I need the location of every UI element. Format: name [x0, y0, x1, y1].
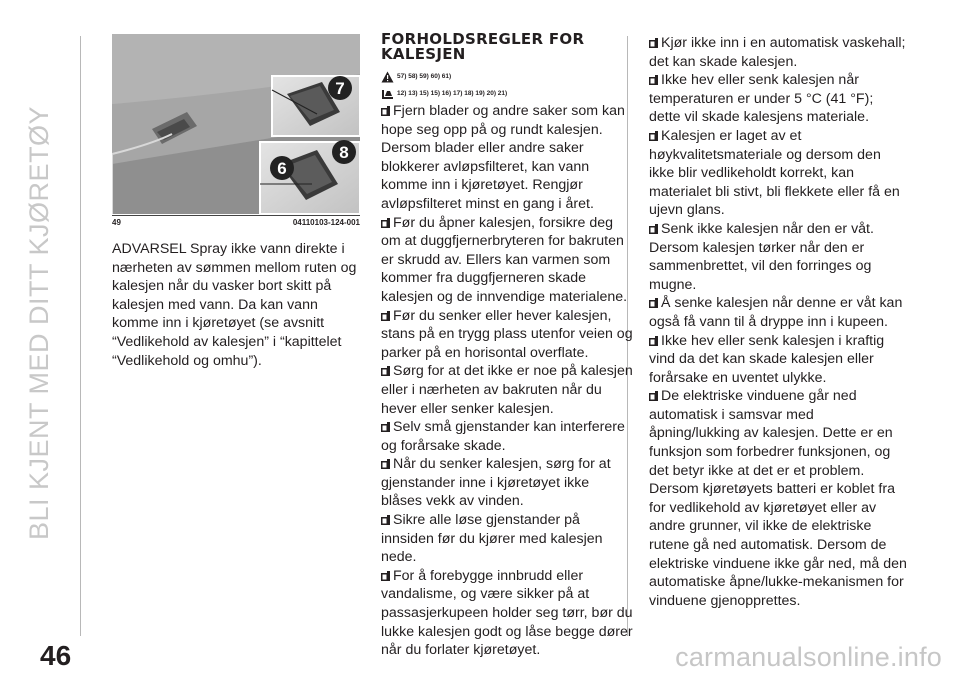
bullet-marker-icon: [381, 422, 390, 432]
bullet-marker-icon: [381, 218, 390, 228]
bullet-paragraph: Når du senker kalesjen, sørg for at gjenstander inne i kjøretøyet ikke blåses vekk av vinden.: [381, 456, 611, 510]
roof-latch-illustration: [112, 34, 360, 214]
bullet-paragraph: Sørg for at det ikke er noe på kalesjen eller i nærheten av bakruten når du hever eller senker kalesjen.: [381, 363, 633, 417]
bullet-marker-icon: [649, 131, 658, 141]
bullet-paragraph: Før du åpner kalesjen, forsikre deg om at duggfjernerbryteren for bakruten er skrudd av. Ellers kan varmen som kommer fra duggfjerneren skade kalesjen og de innvendige materialene.: [381, 214, 628, 305]
section-heading: FORHOLDSREGLER FOR KALESJEN: [381, 30, 585, 63]
figure-code: 04110103-124-001: [292, 218, 360, 227]
bullet-marker-icon: [381, 366, 390, 376]
chapter-side-title: BLI KJENT MED DITT KJØRETØY: [24, 105, 54, 540]
figure-roof-latches: [112, 34, 360, 214]
bullet-paragraph: Før du senker eller hever kalesjen, stans på en trygg plass utenfor veien og parker på en horisontal overflate.: [381, 307, 633, 361]
bullet-paragraph: Fjern blader og andre saker som kan hope seg opp på og rundt kalesjen. Dersom blader eller andre saker blokkerer avløpsfilteret, kan vann komme inn i kjøretøyet. Rengjør avløpsfilteret minst en gang i året.: [381, 103, 625, 212]
figure-number: 49: [112, 218, 121, 227]
bullet-marker-icon: [381, 571, 390, 581]
callout-6: 6: [277, 159, 287, 178]
callout-7: 7: [335, 79, 345, 98]
bullet-marker-icon: [381, 106, 390, 116]
figure-caption-rule: [112, 215, 360, 216]
bullet-marker-icon: [381, 459, 390, 469]
bullet-paragraph: For å forebygge innbrudd eller vandalisme, og være sikker på at passasjerkupeen holder seg tørr, bør du lukke kalesjen godt og låse begge dører når du forlater kjøretøyet.: [381, 567, 633, 659]
bullet-marker-icon: [381, 311, 390, 321]
bullet-paragraph: Selv små gjenstander kan interferere og forårsake skade.: [381, 419, 625, 454]
bullet-marker-icon: [381, 515, 390, 525]
bullet-paragraph: Senk ikke kalesjen når den er våt. Dersom kalesjen tørker når den er sammenbrettet, vil den forringes og mugne.: [649, 220, 874, 293]
caution-refs: 12) 13) 15) 15) 16) 17) 18) 19) 20) 21): [381, 85, 633, 102]
figure-caption: [112, 218, 360, 227]
bullet-marker-icon: [649, 298, 658, 308]
bullet-marker-icon: [649, 336, 658, 346]
warning-refs: 57) 58) 59) 60) 61): [381, 68, 633, 85]
callout-8: 8: [339, 143, 349, 162]
page-number: 46: [40, 640, 72, 671]
right-column: [649, 34, 907, 610]
bullet-paragraph: De elektriske vinduene går ned automatisk i samsvar med åpning/lukking av kalesjen. Dette er en funksjon som forbedrer funksjonen, og det betyr ikke at det er et problem. Dersom kjøretøyets batteri er koblet fra for vedlikehold av kjøretøyet eller av andre grunner, vil ikke de elektriske rutene gå ned automatisk. Dersom de elektriske vinduene ikke går ned, må den automatiske åpne/lukke-mekanismen for vinduene gjenopprettes.: [649, 388, 907, 609]
bullet-paragraph: Ikke hev eller senk kalesjen i kraftig vind da det kan skade kalesjen eller forårsake en uventet ulykke.: [649, 332, 885, 386]
middle-column: [381, 32, 633, 660]
caution-hand-icon: [381, 88, 394, 100]
warning-triangle-icon: [381, 71, 394, 83]
bullet-paragraph: Sikre alle løse gjenstander på innsiden før du kjører med kalesjen nede.: [381, 512, 603, 566]
watermark: carmanualsonline.info: [675, 642, 942, 672]
bullet-paragraph: Kjør ikke inn i en automatisk vaskehall; det kan skade kalesjen.: [649, 35, 906, 70]
bullet-paragraph: Ikke hev eller senk kalesjen når temperaturen er under 5 °C (41 °F); dette vil skade kalesjens materiale.: [649, 72, 874, 126]
left-warning-text: ADVARSEL Spray ikke vann direkte i nærheten av sømmen mellom ruten og kalesjen når du vasker bort skitt på kalesjen med vann. Da kan vann komme inn i kjøretøyet (se avsnitt “Vedlikehold av kalesjen” i “kapittelet “Vedlikehold og omhu”).: [112, 241, 357, 369]
bullet-marker-icon: [649, 224, 658, 234]
bullet-paragraph: Kalesjen er laget av et høykvalitetsmateriale og dersom den ikke blir vedlikeholdt korrekt, kan materialet bli stivt, bli flekkete eller få en ujevn glans.: [649, 127, 900, 219]
left-divider: [80, 36, 81, 636]
bullet-marker-icon: [649, 75, 658, 85]
bullet-paragraph: Å senke kalesjen når denne er våt kan også få vann til å dryppe inn i kupeen.: [649, 295, 903, 330]
bullet-marker-icon: [649, 391, 658, 401]
bullet-marker-icon: [649, 38, 658, 48]
right-paragraphs: [649, 34, 907, 610]
middle-paragraphs: [381, 102, 633, 660]
